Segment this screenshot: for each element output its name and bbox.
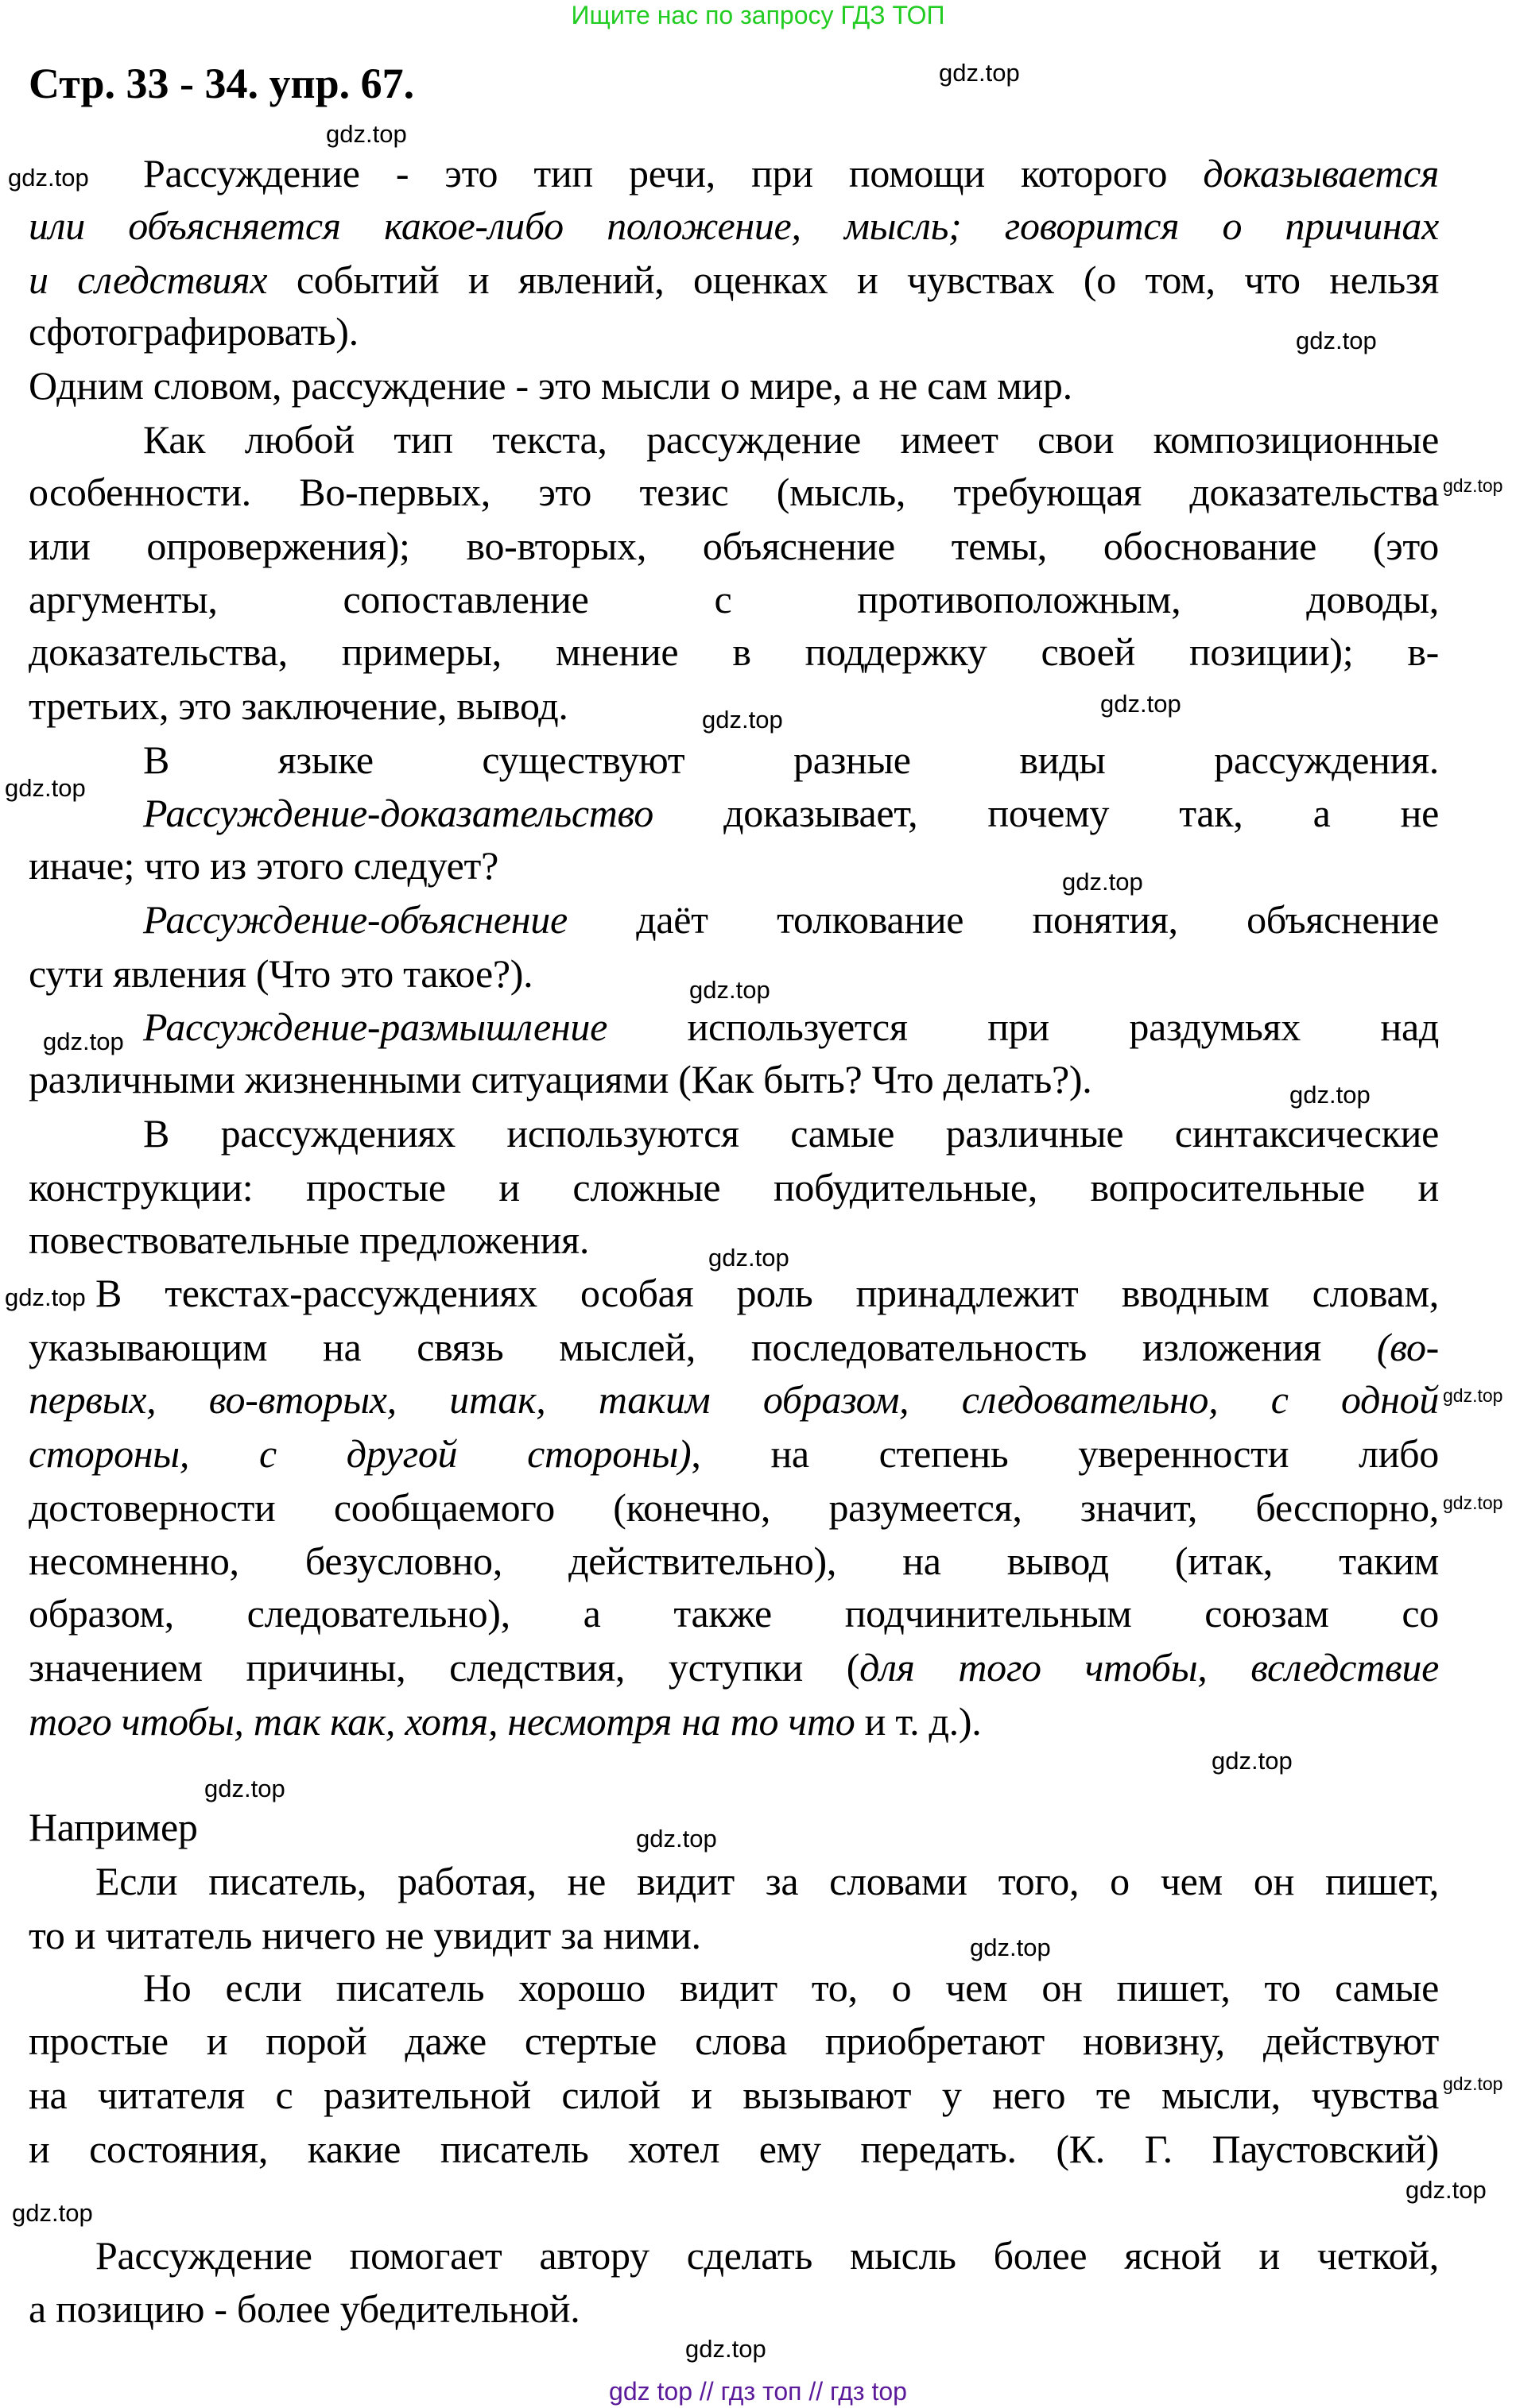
text-line: [29, 1325, 1439, 1369]
text-line: различными жизненными ситуациями (Как быть? Что делать?).: [29, 1057, 1092, 1101]
watermark: gdz.top: [204, 1775, 285, 1802]
text-line: образом, следовательно), а также подчинительным союзам со: [29, 1591, 1439, 1636]
watermark: gdz.top: [1100, 690, 1181, 718]
italic-segment: стороны, с другой стороны): [29, 1431, 692, 1476]
text-line: третьих, это заключение, вывод.: [29, 683, 568, 728]
text-line: [29, 1699, 981, 1744]
text-line: Как любой тип текста, рассуждение имеет свои композиционные: [143, 417, 1439, 462]
italic-segment: Рассуждение-доказательство: [143, 791, 653, 835]
watermark: gdz.top: [1062, 868, 1143, 896]
text-segment: доказывает, почему так, а не: [653, 791, 1439, 835]
text-line: Рассуждение помогает автору сделать мысль более ясной и четкой,: [95, 2233, 1439, 2278]
text-line: аргументы, сопоставление с противоположным, доводы,: [29, 577, 1439, 621]
watermark: gdz.top: [1296, 327, 1377, 354]
text-line: сути явления (Что это такое?).: [29, 951, 533, 996]
watermark: gdz.top: [939, 59, 1020, 87]
text-segment: , на степень уверенности либо: [691, 1431, 1439, 1476]
text-segment: даёт толкование понятия, объяснение: [567, 897, 1439, 942]
footer-links[interactable]: gdz top // гдз топ // гдз top: [609, 2377, 907, 2406]
watermark: gdz.top: [12, 2199, 93, 2227]
watermark: gdz.top: [685, 2335, 766, 2363]
text-line: особенности. Во-первых, это тезис (мысль, требующая доказательства: [29, 470, 1439, 514]
watermark: gdz.top: [702, 706, 783, 734]
watermark: gdz.top: [8, 164, 89, 192]
text-line: Если писатель, работая, не видит за словами того, о чем он пишет,: [95, 1859, 1439, 1903]
italic-segment: для того чтобы, вследствие: [859, 1645, 1440, 1690]
text-line: [143, 897, 1439, 942]
text-segment: указывающим на связь мыслей, последовательность изложения: [29, 1325, 1377, 1369]
text-line: доказательства, примеры, мнение в поддержку своей позиции); в-: [29, 629, 1439, 674]
example-heading: Например: [29, 1805, 198, 1849]
text-line: а позицию - более убедительной.: [29, 2286, 580, 2331]
watermark: gdz.top: [1443, 1492, 1503, 1513]
text-segment: Рассуждение - это тип речи, при помощи которого: [143, 151, 1204, 196]
page-title: Стр. 33 - 34. упр. 67.: [29, 60, 415, 107]
watermark: gdz.top: [43, 1028, 124, 1055]
text-line: или опровержения); во-вторых, объяснение темы, обоснование (это: [29, 524, 1439, 568]
watermark: gdz.top: [1212, 1747, 1293, 1775]
text-line: сфотографировать).: [29, 309, 359, 354]
watermark: gdz.top: [5, 774, 86, 802]
watermark: gdz.top: [1443, 475, 1503, 496]
watermark: gdz.top: [1289, 1081, 1371, 1109]
italic-segment: или объясняется какое-либо положение, мысль; говорится о причинах: [29, 203, 1439, 248]
text-line: [29, 203, 1439, 248]
watermark: gdz.top: [708, 1244, 789, 1272]
text-line: и состояния, какие писатель хотел ему передать. (К. Г. Паустовский): [29, 2127, 1439, 2171]
text-line: [143, 1005, 1439, 1049]
text-line: простые и порой даже стертые слова приобретают новизну, действуют: [29, 2019, 1439, 2063]
text-line: на читателя с разительной силой и вызывают у него те мысли, чувства: [29, 2073, 1439, 2117]
watermark: gdz.top: [326, 120, 407, 148]
text-line: [29, 1431, 1439, 1476]
text-line: В текстах-рассуждениях особая роль принадлежит вводным словам,: [95, 1271, 1439, 1315]
text-line: В языке существуют разные виды рассуждения.: [143, 737, 1439, 782]
italic-segment: Рассуждение-объяснение: [143, 897, 568, 942]
text-segment: значением причины, следствия, уступки (: [29, 1645, 860, 1690]
text-line: [29, 257, 1439, 302]
text-line: повествовательные предложения.: [29, 1218, 590, 1262]
italic-segment: доказывается: [1203, 151, 1439, 196]
text-line: [143, 151, 1439, 196]
watermark: gdz.top: [970, 1934, 1051, 1961]
watermark: gdz.top: [636, 1825, 717, 1852]
italic-segment: (во-: [1376, 1325, 1439, 1369]
text-line: иначе; что из этого следует?: [29, 843, 498, 888]
watermark: gdz.top: [1443, 2073, 1503, 2094]
text-line: первых, во-вторых, итак, таким образом, следовательно, с одной: [29, 1377, 1439, 1422]
text-line: несомненно, безусловно, действительно), на вывод (итак, таким: [29, 1539, 1439, 1583]
watermark: gdz.top: [5, 1283, 86, 1311]
text-line: конструкции: простые и сложные побудительные, вопросительные и: [29, 1165, 1439, 1210]
italic-segment: Рассуждение-размышление: [143, 1005, 607, 1049]
text-line: Но если писатель хорошо видит то, о чем он пишет, то самые: [143, 1965, 1439, 2010]
text-line: то и читатель ничего не увидит за ними.: [29, 1913, 701, 1957]
text-segment: и т. д.).: [855, 1699, 982, 1744]
watermark: gdz.top: [1443, 1385, 1503, 1406]
italic-segment: и следствиях: [29, 257, 268, 302]
search-hint-banner[interactable]: Ищите нас по запросу ГДЗ ТОП: [571, 1, 945, 29]
text-line: достоверности сообщаемого (конечно, разумеется, значит, бесспорно,: [29, 1485, 1439, 1530]
watermark: gdz.top: [1405, 2176, 1487, 2204]
text-segment: событий и явлений, оценках и чувствах (о том, что нельзя: [267, 257, 1439, 302]
italic-segment: того чтобы, так как, хотя, несмотря на то что: [29, 1699, 855, 1744]
text-line: Одним словом, рассуждение - это мысли о мире, а не сам мир.: [29, 363, 1072, 408]
text-line: [143, 791, 1439, 835]
text-line: В рассуждениях используются самые различные синтаксические: [143, 1111, 1439, 1156]
watermark: gdz.top: [689, 976, 770, 1004]
text-line: [29, 1645, 1439, 1690]
text-segment: используется при раздумьях над: [607, 1005, 1439, 1049]
